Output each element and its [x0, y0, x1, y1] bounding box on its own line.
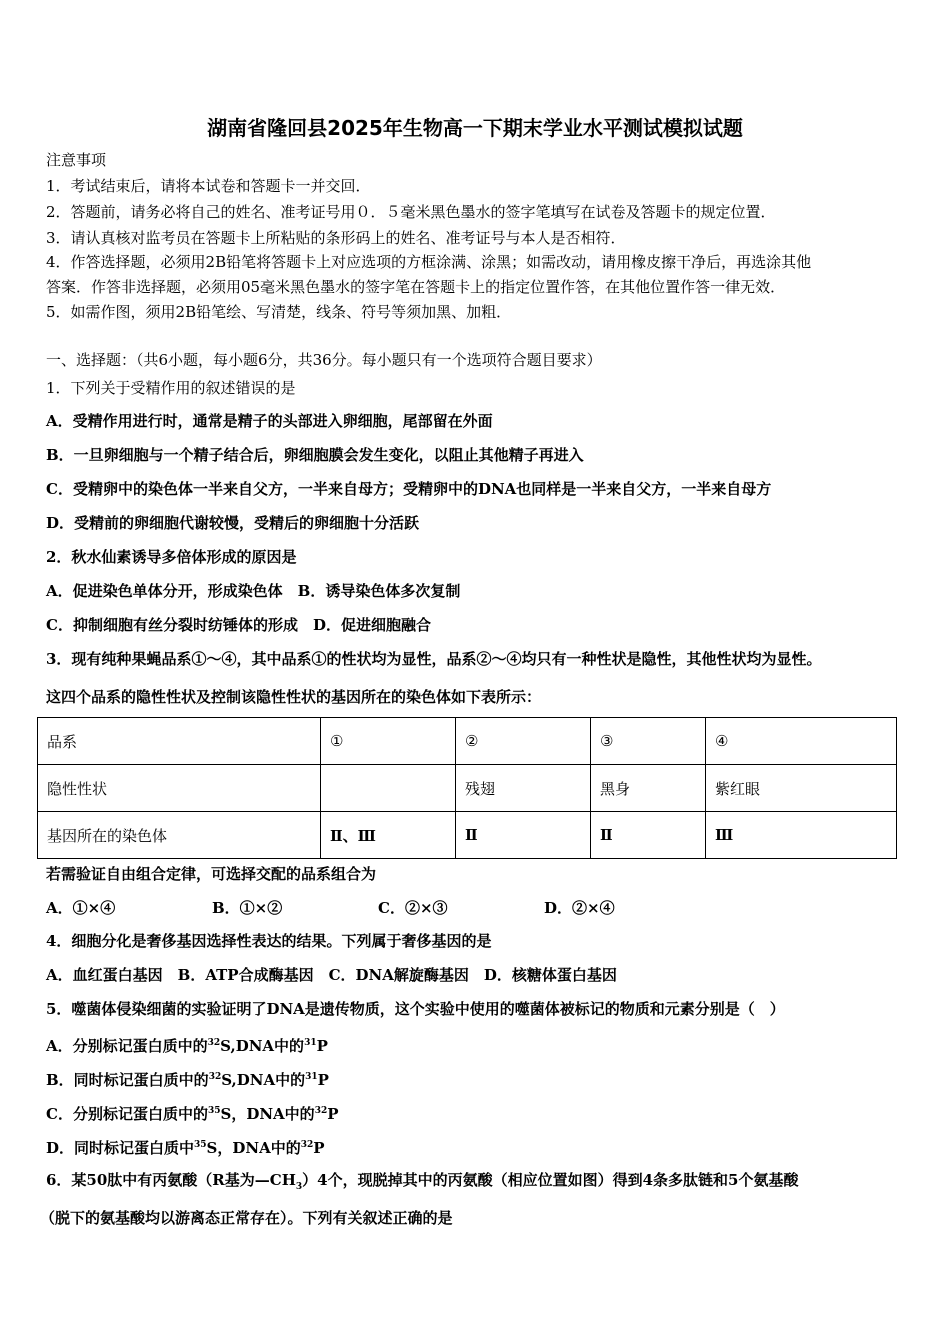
table-cell: Ⅱ、Ⅲ [321, 812, 456, 859]
q5-option-c: C．分别标记蛋白质中的$^{35}$S，DNA中的$^{32}$P [46, 1105, 339, 1123]
q4-stem: 4．细胞分化是奢侈基因选择性表达的结果。下列属于奢侈基因的是 [46, 932, 492, 950]
table-cell: Ⅲ [706, 812, 897, 859]
table-cell: Ⅱ [591, 812, 706, 859]
notice-item: 5．如需作图，须用2B铅笔绘、写清楚，线条、符号等须加黑、加粗． [46, 303, 512, 321]
q3-option-c: C．②×③ [378, 899, 448, 917]
section-heading: 一、选择题：（共6小题，每小题6分，共36分。每小题只有一个选项符合题目要求） [46, 351, 602, 369]
notice-heading: 注意事项 [46, 151, 107, 169]
table-row [38, 718, 897, 765]
table-cell: ① [321, 718, 456, 765]
q1-option-c: C．受精卵中的染色体一半来自父方，一半来自母方；受精卵中的DNA也同样是一半来自父方，一半来自母方 [46, 480, 772, 498]
notice-item: 4．作答选择题，必须用2B铅笔将答题卡上对应选项的方框涂满、涂黑；如需改动，请用橡皮擦干净后，再选涂其他 [46, 253, 812, 271]
table-cell: ③ [591, 718, 706, 765]
q3-stem-cont: 这四个品系的隐性性状及控制该隐性性状的基因所在的染色体如下表所示： [46, 688, 542, 706]
table-cell: ④ [706, 718, 897, 765]
table-cell: 黑身 [591, 765, 706, 812]
table-cell: 基因所在的染色体 [38, 812, 321, 859]
q5-stem: 5．噬菌体侵染细菌的实验证明了DNA是遗传物质，这个实验中使用的噬菌体被标记的物质和元素分别是（ ） [46, 1000, 785, 1018]
q5-option-d: D．同时标记蛋白质中$^{35}$S，DNA中的$^{32}$P [46, 1139, 325, 1157]
table-cell [321, 765, 456, 812]
table-cell: ② [456, 718, 591, 765]
q1-stem: 1．下列关于受精作用的叙述错误的是 [46, 379, 296, 397]
table-row [38, 765, 897, 812]
q3-stem: 3．现有纯种果蝇品系①～④，其中品系①的性状均为显性，品系②～④均只有一种性状是隐性，其他性状均为显性。 [46, 650, 822, 668]
q3-option-a: A．①×④ [46, 899, 116, 917]
table-cell: 品系 [38, 718, 321, 765]
q1-option-a: A．受精作用进行时，通常是精子的头部进入卵细胞，尾部留在外面 [46, 412, 493, 430]
q3-options [46, 898, 710, 918]
q2-stem: 2．秋水仙素诱导多倍体形成的原因是 [46, 548, 297, 566]
notice-item: 2．答题前，请务必将自己的姓名、准考证号用０．５毫米黑色墨水的签字笔填写在试卷及答题卡的规定位置． [46, 203, 776, 221]
q3-option-b: B．①×② [212, 899, 283, 917]
table-cell: 紫红眼 [706, 765, 897, 812]
q5-option-a: A．分别标记蛋白质中的$^{32}$S,DNA中的$^{31}$P [46, 1037, 328, 1055]
q6-stem-cont: （脱下的氨基酸均以游离态正常存在）。下列有关叙述正确的是 [40, 1209, 453, 1227]
q4-options: A．血红蛋白基因 B．ATP合成酶基因 C．DNA解旋酶基因 D．核糖体蛋白基因 [46, 966, 617, 984]
table-cell: 残翅 [456, 765, 591, 812]
q2-options-ab: A．促进染色单体分开，形成染色体 B．诱导染色体多次复制 [46, 582, 461, 600]
q3-after-table: 若需验证自由组合定律，可选择交配的品系组合为 [46, 865, 377, 883]
page-title: 湖南省隆回县2025年生物高一下期末学业水平测试模拟试题 [207, 116, 743, 140]
q6-stem: 6．某50肽中有丙氨酸（R基为$—CH_3)4$个，现脱掉其中的丙氨酸（相应位置如图）得到4条多肽链和5个氨基酸 [46, 1171, 799, 1192]
table-cell: 隐性性状 [38, 765, 321, 812]
q3-option-d: D．②×④ [544, 899, 615, 917]
table-row [38, 812, 897, 859]
notice-item: 1．考试结束后，请将本试卷和答题卡一并交回． [46, 177, 371, 195]
q5-option-b: B．同时标记蛋白质中的$^{32}$S,DNA中的$^{31}$P [46, 1071, 329, 1089]
q1-option-d: D．受精前的卵细胞代谢较慢，受精后的卵细胞十分活跃 [46, 514, 420, 532]
table-cell: Ⅱ [456, 812, 591, 859]
gene-table [37, 717, 897, 859]
notice-item: 答案．作答非选择题，必须用05毫米黑色墨水的签字笔在答题卡上的指定位置作答，在其他位置作答一律无效． [46, 278, 786, 296]
notice-item: 3．请认真核对监考员在答题卡上所粘贴的条形码上的姓名、准考证号与本人是否相符． [46, 229, 626, 247]
q2-options-cd: C．抑制细胞有丝分裂时纺锤体的形成 D．促进细胞融合 [46, 616, 431, 634]
q1-option-b: B．一旦卵细胞与一个精子结合后，卵细胞膜会发生变化，以阻止其他精子再进入 [46, 446, 584, 464]
